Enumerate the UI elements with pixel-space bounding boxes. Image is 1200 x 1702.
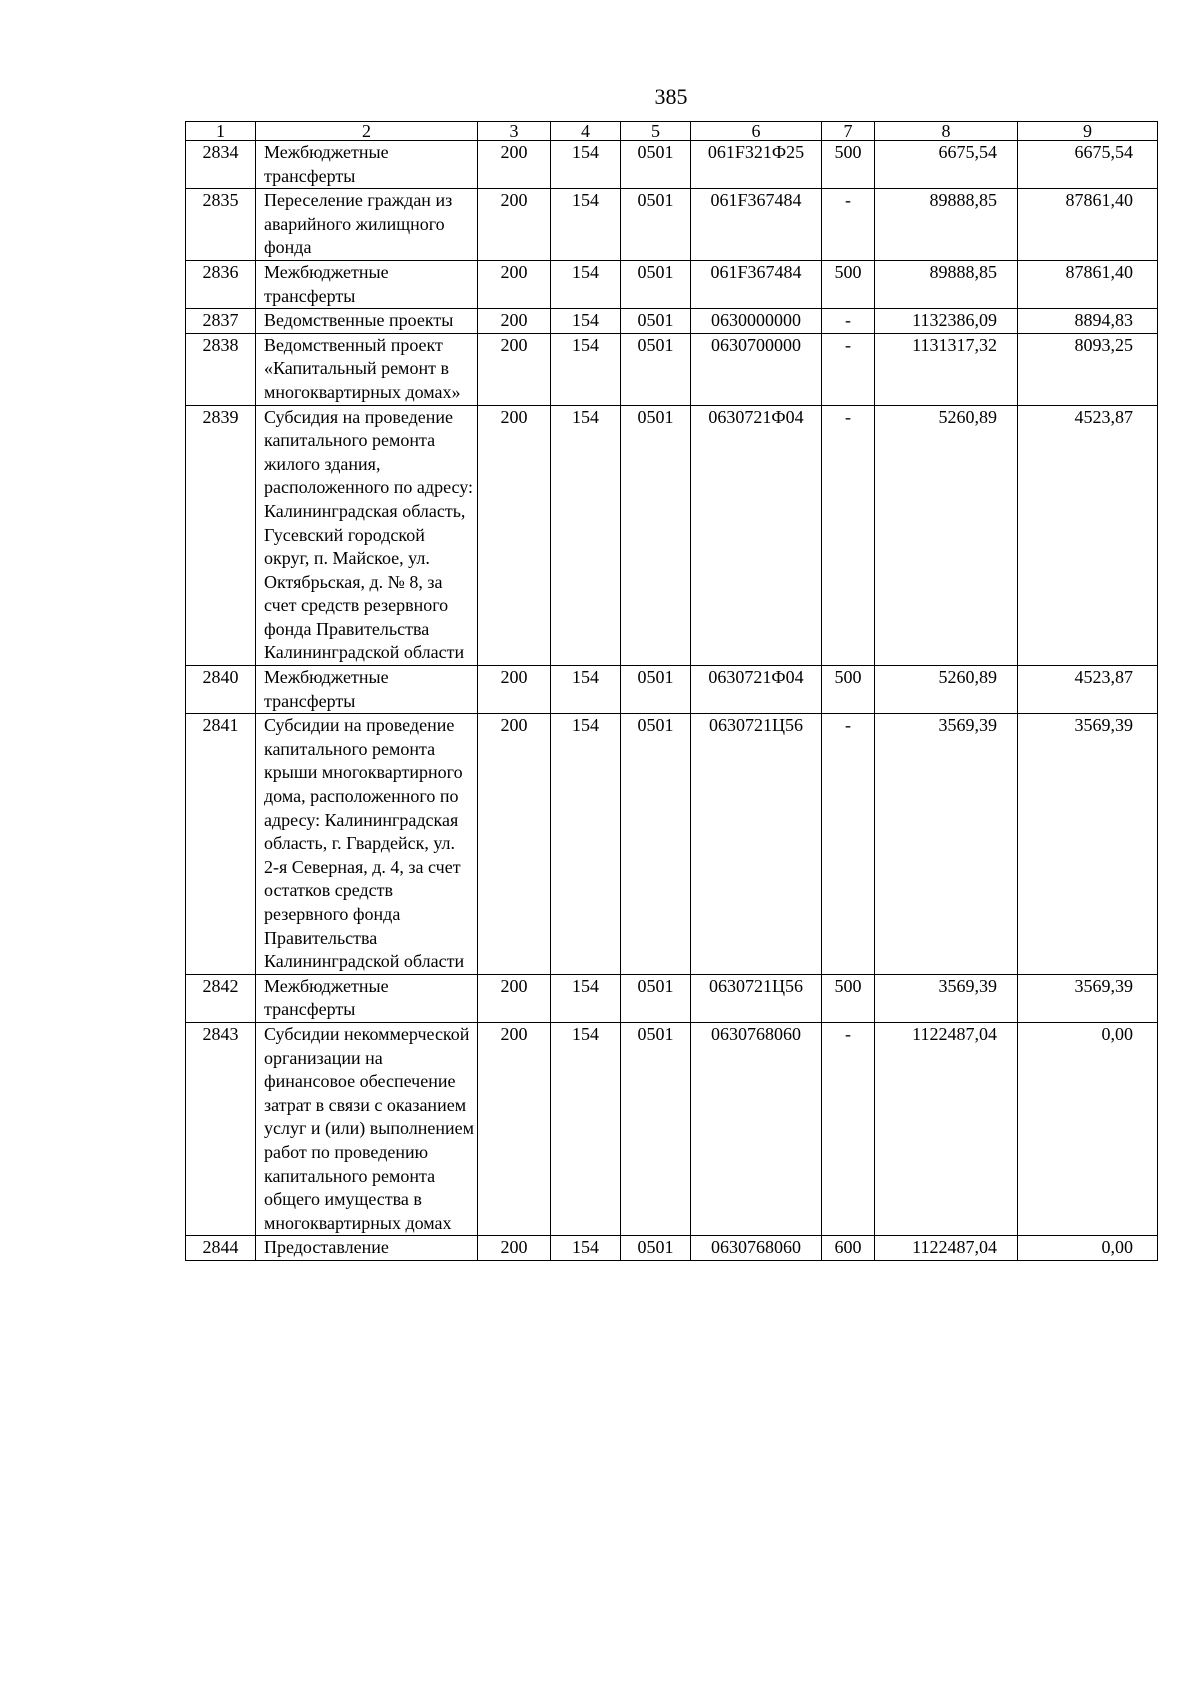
code-6-cell: 0630000000 [691, 309, 822, 334]
row-number-cell: 2835 [186, 189, 256, 261]
header-row [186, 122, 1158, 141]
amount-9-cell: 4523,87 [1018, 405, 1158, 666]
code-6-cell: 0630721Ф04 [691, 405, 822, 666]
code-4-cell: 154 [551, 1236, 621, 1261]
item-name-cell: Субсидии некоммерческой организации на финансовое обеспечение затрат в связи с оказанием услуг и (или) выполнением работ по проведению капитального ремонта общего имущества в многоквартирных домах [256, 1022, 478, 1235]
item-name-cell: Субсидии на проведение капитального ремонта крыши многоквартирного дома, расположенного по адресу: Калининградская область, г. Гвардейск, ул. 2-я Северная, д. 4, за счет остатков средств резервного фонда Правительства Калининградской области [256, 714, 478, 975]
table-row [186, 189, 1158, 261]
amount-9-cell: 6675,54 [1018, 141, 1158, 189]
code-7-cell: 600 [822, 1236, 875, 1261]
table-row [186, 714, 1158, 975]
code-4-cell: 154 [551, 1022, 621, 1235]
amount-8-cell: 1131317,32 [875, 333, 1018, 405]
table-row [186, 141, 1158, 189]
code-7-cell: - [822, 405, 875, 666]
row-number-cell: 2842 [186, 974, 256, 1022]
item-name-cell: Переселение граждан из аварийного жилищного фонда [256, 189, 478, 261]
amount-8-cell: 6675,54 [875, 141, 1018, 189]
item-name-cell: Межбюджетные трансферты [256, 260, 478, 308]
table-row [186, 974, 1158, 1022]
code-3-cell: 200 [478, 189, 551, 261]
code-3-cell: 200 [478, 714, 551, 975]
amount-8-cell: 1132386,09 [875, 309, 1018, 334]
code-4-cell: 154 [551, 309, 621, 334]
header-cell: 1 [186, 122, 256, 141]
row-number-cell: 2841 [186, 714, 256, 975]
budget-table [185, 121, 1158, 1261]
item-name-cell: Субсидия на проведение капитального ремонта жилого здания, расположенного по адресу: Калининградская область, Гусевский городской округ, п. Майское, ул. Октябрьская, д. № 8, за счет средств резервного фонда Правительства Калининградской области [256, 405, 478, 666]
amount-9-cell: 0,00 [1018, 1236, 1158, 1261]
header-cell: 4 [551, 122, 621, 141]
code-5-cell: 0501 [621, 260, 691, 308]
code-3-cell: 200 [478, 405, 551, 666]
code-5-cell: 0501 [621, 666, 691, 714]
code-7-cell: 500 [822, 974, 875, 1022]
table-row [186, 666, 1158, 714]
header-cell: 5 [621, 122, 691, 141]
code-7-cell: 500 [822, 666, 875, 714]
header-cell: 2 [256, 122, 478, 141]
code-7-cell: 500 [822, 260, 875, 308]
amount-8-cell: 3569,39 [875, 974, 1018, 1022]
code-5-cell: 0501 [621, 974, 691, 1022]
item-name-cell: Предоставление [256, 1236, 478, 1261]
item-name-cell: Ведомственный проект «Капитальный ремонт в многоквартирных домах» [256, 333, 478, 405]
row-number-cell: 2844 [186, 1236, 256, 1261]
code-3-cell: 200 [478, 1236, 551, 1261]
code-3-cell: 200 [478, 333, 551, 405]
code-4-cell: 154 [551, 260, 621, 308]
row-number-cell: 2839 [186, 405, 256, 666]
code-3-cell: 200 [478, 260, 551, 308]
code-4-cell: 154 [551, 974, 621, 1022]
header-cell: 8 [875, 122, 1018, 141]
amount-9-cell: 0,00 [1018, 1022, 1158, 1235]
code-6-cell: 0630768060 [691, 1236, 822, 1261]
code-7-cell: - [822, 189, 875, 261]
header-cell: 6 [691, 122, 822, 141]
item-name-cell: Межбюджетные трансферты [256, 141, 478, 189]
amount-9-cell: 87861,40 [1018, 189, 1158, 261]
page-number: 385 [654, 84, 688, 109]
amount-8-cell: 89888,85 [875, 189, 1018, 261]
code-4-cell: 154 [551, 666, 621, 714]
code-6-cell: 0630721Ц56 [691, 974, 822, 1022]
amount-8-cell: 89888,85 [875, 260, 1018, 308]
amount-8-cell: 1122487,04 [875, 1022, 1018, 1235]
code-5-cell: 0501 [621, 333, 691, 405]
amount-9-cell: 4523,87 [1018, 666, 1158, 714]
row-number-cell: 2840 [186, 666, 256, 714]
code-5-cell: 0501 [621, 1236, 691, 1261]
code-3-cell: 200 [478, 1022, 551, 1235]
code-6-cell: 0630721Ф04 [691, 666, 822, 714]
code-7-cell: - [822, 1022, 875, 1235]
table-row [186, 405, 1158, 666]
amount-8-cell: 1122487,04 [875, 1236, 1018, 1261]
code-5-cell: 0501 [621, 141, 691, 189]
amount-9-cell: 87861,40 [1018, 260, 1158, 308]
amount-9-cell: 8093,25 [1018, 333, 1158, 405]
row-number-cell: 2836 [186, 260, 256, 308]
item-name-cell: Межбюджетные трансферты [256, 666, 478, 714]
item-name-cell: Ведомственные проекты [256, 309, 478, 334]
amount-9-cell: 3569,39 [1018, 974, 1158, 1022]
code-7-cell: - [822, 333, 875, 405]
row-number-cell: 2834 [186, 141, 256, 189]
amount-8-cell: 5260,89 [875, 666, 1018, 714]
code-5-cell: 0501 [621, 189, 691, 261]
header-cell: 9 [1018, 122, 1158, 141]
code-3-cell: 200 [478, 666, 551, 714]
row-number-cell: 2837 [186, 309, 256, 334]
code-4-cell: 154 [551, 189, 621, 261]
table-row [186, 260, 1158, 308]
code-4-cell: 154 [551, 141, 621, 189]
code-4-cell: 154 [551, 333, 621, 405]
code-4-cell: 154 [551, 405, 621, 666]
code-6-cell: 0630721Ц56 [691, 714, 822, 975]
code-6-cell: 061F367484 [691, 189, 822, 261]
row-number-cell: 2843 [186, 1022, 256, 1235]
header-cell: 7 [822, 122, 875, 141]
code-3-cell: 200 [478, 141, 551, 189]
amount-9-cell: 3569,39 [1018, 714, 1158, 975]
amount-8-cell: 5260,89 [875, 405, 1018, 666]
table-row [186, 1236, 1158, 1261]
header-cell: 3 [478, 122, 551, 141]
code-6-cell: 0630700000 [691, 333, 822, 405]
amount-8-cell: 3569,39 [875, 714, 1018, 975]
code-5-cell: 0501 [621, 309, 691, 334]
code-7-cell: - [822, 309, 875, 334]
code-5-cell: 0501 [621, 1022, 691, 1235]
code-5-cell: 0501 [621, 405, 691, 666]
code-3-cell: 200 [478, 309, 551, 334]
code-6-cell: 0630768060 [691, 1022, 822, 1235]
code-3-cell: 200 [478, 974, 551, 1022]
code-5-cell: 0501 [621, 714, 691, 975]
table-row [186, 1022, 1158, 1235]
item-name-cell: Межбюджетные трансферты [256, 974, 478, 1022]
code-7-cell: 500 [822, 141, 875, 189]
code-7-cell: - [822, 714, 875, 975]
code-6-cell: 061F321Ф25 [691, 141, 822, 189]
row-number-cell: 2838 [186, 333, 256, 405]
table-row [186, 309, 1158, 334]
amount-9-cell: 8894,83 [1018, 309, 1158, 334]
code-4-cell: 154 [551, 714, 621, 975]
code-6-cell: 061F367484 [691, 260, 822, 308]
table-row [186, 333, 1158, 405]
